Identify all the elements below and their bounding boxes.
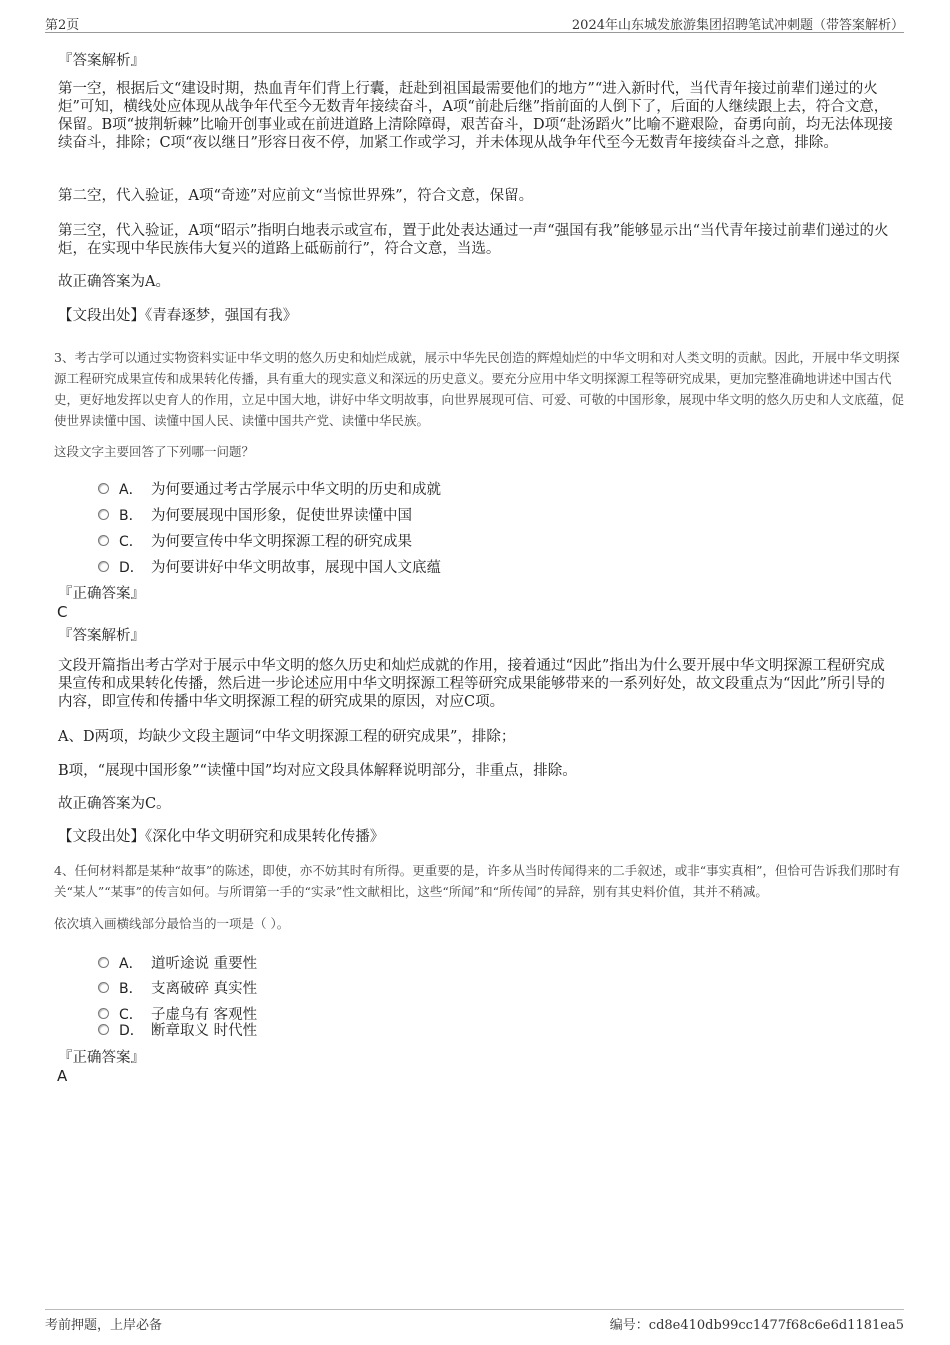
radio-icon[interactable] [98,483,109,494]
q3-conclusion: 故正确答案为C。 [58,796,171,812]
q3-analysis-label: 『答案解析』 [58,628,145,644]
footer-slogan: 考前押题，上岸必备 [45,1318,163,1333]
q4-option-c[interactable]: C． 子虚乌有 客观性 [98,1003,257,1024]
document-id: 编号：cd8e410db99cc1477f68c6e6d1181ea5 [609,1318,904,1333]
radio-icon[interactable] [98,1024,109,1035]
q3-option-b[interactable]: B． 为何要展现中国形象，促使世界读懂中国 [98,504,412,525]
q3-analysis-para-3: B项，“展现中国形象”“读懂中国”均对应文段具体解释说明部分，非重点，排除。 [58,763,577,779]
page-number: 第2页 [45,18,80,33]
radio-icon[interactable] [98,982,109,993]
q3-answer-label: 『正确答案』 [58,586,145,602]
q2-analysis-label: 『答案解析』 [58,53,145,69]
q3-analysis-para-1: 文段开篇指出考古学对于展示中华文明的悠久历史和灿烂成就的作用，接着通过“因此”指出为什么要开展中华文明探源工程研究成果宣传和成果转化传播，然后进一步论述应用中华文明探源工程等研究成果能够带来的一系列好处，故文段重点为“因此”所引导的内容，即宣传和传播中华文明探源工程的研究成果的原因，对应C项。 [58,658,885,710]
q3-analysis-para-2: A、D两项，均缺少文段主题词“中华文明探源工程的研究成果”，排除； [58,729,516,745]
q2-analysis-para-2: 第二空，代入验证，A项“奇迹”对应前文“当惊世界殊”，符合文意，保留。 [58,188,534,204]
radio-icon[interactable] [98,509,109,520]
radio-icon[interactable] [98,957,109,968]
q4-option-a[interactable]: A． 道听途说 重要性 [98,952,257,973]
q4-answer-label: 『正确答案』 [58,1050,145,1066]
q3-answer: C [57,603,68,621]
radio-icon[interactable] [98,535,109,546]
q3-question: 这段文字主要回答了下列哪一问题？ [54,444,255,459]
q3-option-a[interactable]: A． 为何要通过考古学展示中华文明的历史和成就 [98,478,441,499]
header-divider [45,32,904,33]
radio-icon[interactable] [98,561,109,572]
document-title: 2024年山东城发旅游集团招聘笔试冲刺题（带答案解析） [571,18,904,33]
q4-answer: A [57,1067,68,1085]
q3-option-d[interactable]: D． 为何要讲好中华文明故事，展现中国人文底蕴 [98,556,441,577]
q2-conclusion: 故正确答案为A。 [58,274,170,290]
q2-analysis-para-3: 第三空，代入验证，A项“昭示”指明白地表示或宣布，置于此处表达通过一声“强国有我”能够显示出“当代青年接过前辈们递过的火炬，在实现中华民族伟大复兴的道路上砥砺前行”，符合文意，当选。 [58,223,889,257]
q4-stem: 4、任何材料都是某种“故事”的陈述，即使，亦不妨其时有所得。更重要的是，许多从当时传闻得来的二手叙述，或非“事实真相”，但恰可告诉我们那时有关“某人”“某事”的传言如何。与所谓第一手的“实录”性文献相比，这些“所闻”和“所传闻”的异辞，别有其史料价值，其并不稍减。 [54,863,901,899]
q4-question: 依次填入画横线部分最恰当的一项是（ ）。 [54,916,290,931]
q4-option-d[interactable]: D． 断章取义 时代性 [98,1019,257,1040]
radio-icon[interactable] [98,1008,109,1019]
q3-source: 【文段出处】《深化中华文明研究和成果转化传播》 [58,829,385,845]
q3-option-c[interactable]: C． 为何要宣传中华文明探源工程的研究成果 [98,530,412,551]
q2-analysis-para-1: 第一空，根据后文“建设时期，热血青年们背上行囊，赶赴到祖国最需要他们的地方”“进入新时代，当代青年接过前辈们递过的火炬”可知，横线处应体现从战争年代至今无数青年接续奋斗，A项“前赴后继”指前面的人倒下了，后面的人继续跟上去，符合文意，保留。B项“披荆斩棘”比喻开创事业或在前进道路上清除障碍，艰苦奋斗，D项“赴汤蹈火”比喻不避艰险，奋勇向前，均无法体现接续奋斗，排除；C项“夜以继日”形容日夜不停，加紧工作或学习，并未体现从战争年代至今无数青年接续奋斗之意，排除。 [58,81,893,151]
q4-option-b[interactable]: B． 支离破碎 真实性 [98,977,257,998]
q3-stem: 3、考古学可以通过实物资料实证中华文明的悠久历史和灿烂成就，展示中华先民创造的辉煌灿烂的中华文明和对人类文明的贡献。因此，开展中华文明探源工程研究成果宣传和成果转化传播，具有重大的现实意义和深远的历史意义。要充分应用中华文明探源工程等研究成果，更加完整准确地讲述中国古代史，更好地发挥以史育人的作用，立足中国大地，讲好中华文明故事，向世界展现可信、可爱、可敬的中国形象，展现中华文明的悠久历史和人文底蕴，促使世界读懂中国、读懂中国人民、读懂中国共产党、读懂中华民族。 [54,350,905,428]
footer-divider [45,1309,904,1310]
q2-source: 【文段出处】《青春逐梦，强国有我》 [58,308,298,324]
